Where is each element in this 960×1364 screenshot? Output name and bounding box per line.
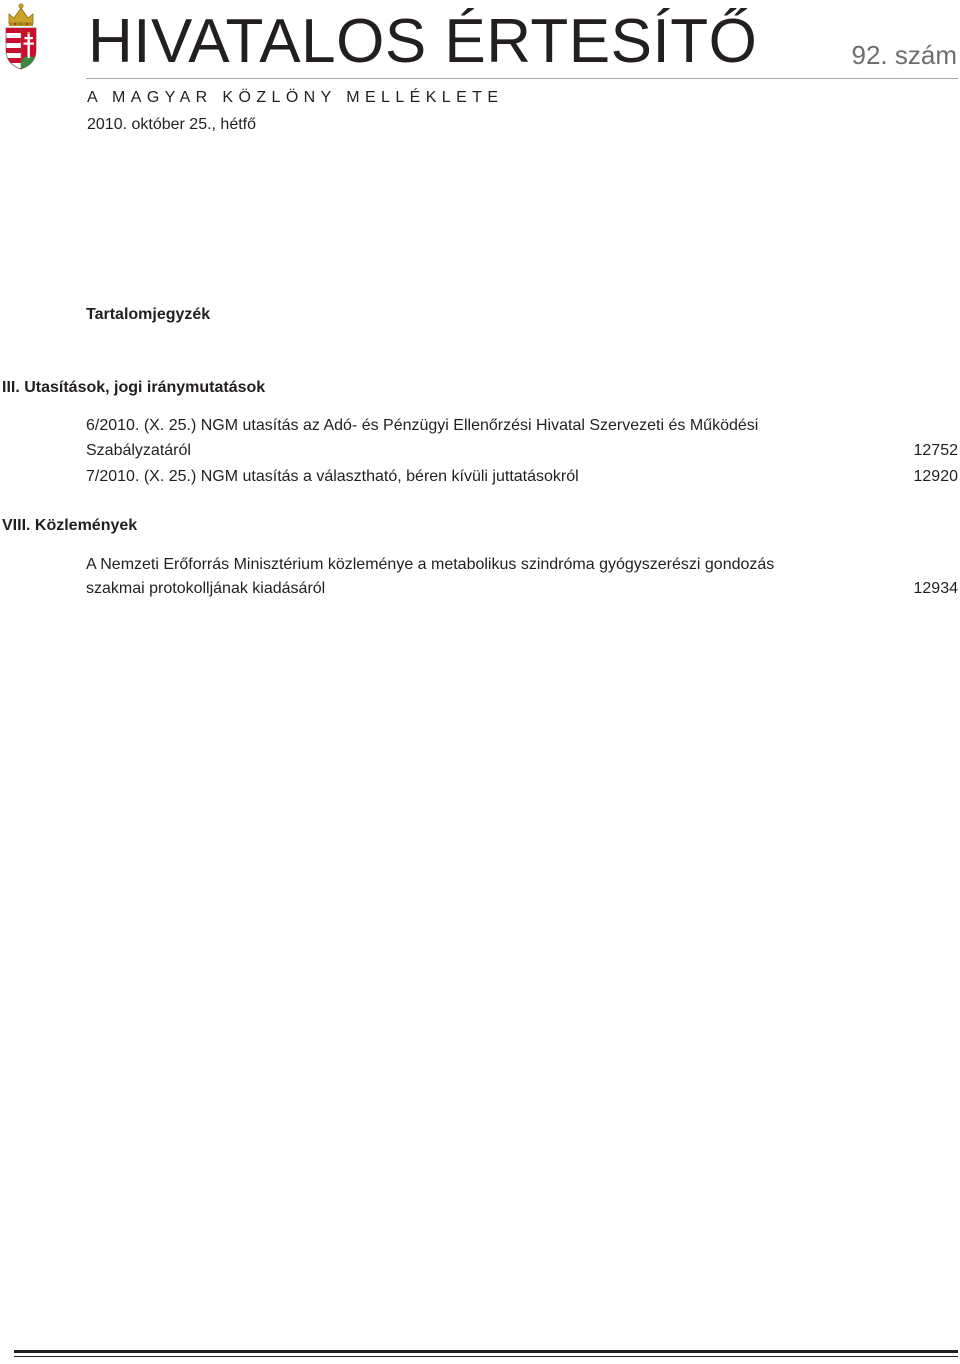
publication-title: HIVATALOS ÉRTESÍTŐ — [88, 7, 758, 76]
toc-section-heading-viii: VIII. Közlemények — [2, 517, 138, 534]
toc-title: Tartalomjegyzék — [86, 306, 211, 323]
issue-date: 2010. október 25., hétfő — [87, 116, 257, 133]
toc-section-heading-iii: III. Utasítások, jogi iránymutatások — [2, 379, 266, 396]
toc-entry-text-line: szakmai protokolljának kiadásáról — [86, 580, 326, 597]
toc-entry-page-number: 12920 — [913, 468, 958, 485]
footer-divider-thick — [14, 1350, 958, 1353]
toc-entry-text-line: A Nemzeti Erőforrás Minisztérium közleménye a metabolikus szindróma gyógyszerészi gondozás — [86, 556, 775, 573]
toc-entry-text-line: 7/2010. (X. 25.) NGM utasítás a választható, béren kívüli juttatásokról — [86, 468, 579, 485]
toc-entry-text-line: Szabályzatáról — [86, 442, 191, 459]
toc-entry-page-number: 12752 — [913, 442, 958, 459]
toc-entry-text-line: 6/2010. (X. 25.) NGM utasítás az Adó- és Pénzügyi Ellenőrzési Hivatal Szervezeti és Működési — [86, 417, 759, 434]
header-divider — [86, 78, 958, 79]
publication-subtitle: A MAGYAR KÖZLÖNY MELLÉKLETE — [87, 89, 504, 106]
footer-divider-thin — [14, 1356, 958, 1357]
hungarian-coat-of-arms-icon — [3, 2, 39, 70]
issue-number: 92. szám — [851, 40, 957, 70]
toc-entry-page-number: 12934 — [913, 580, 958, 597]
